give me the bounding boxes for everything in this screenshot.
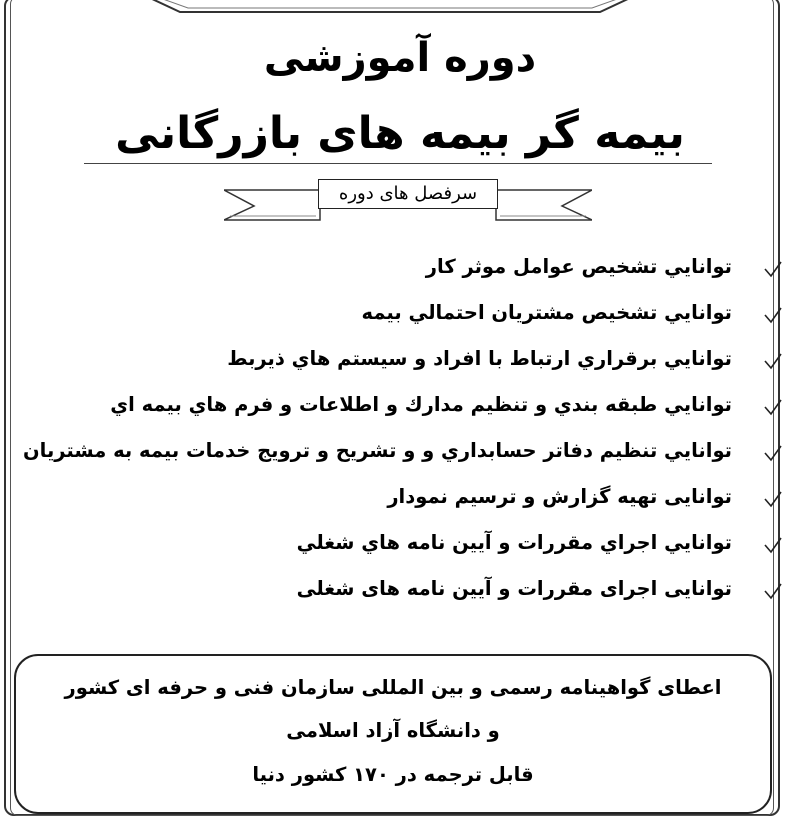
list-item-text: توانایی تهیه گزارش و ترسیم نمودار	[387, 485, 732, 508]
certificate-line: قابل ترجمه در ۱۷۰ کشور دنیا	[252, 763, 534, 786]
check-icon	[762, 350, 784, 372]
list-item	[30, 522, 790, 568]
list-item-text: توانايي اجراي مقررات و آيين نامه هاي شغلي	[296, 531, 732, 554]
check-icon	[762, 258, 784, 280]
list-item	[30, 292, 790, 338]
section-heading: سرفصل های دوره	[318, 179, 498, 209]
list-item-text: توانايي تشخيص عوامل موثر كار	[425, 255, 732, 278]
title-divider	[84, 163, 712, 164]
list-item	[30, 338, 790, 384]
check-icon	[762, 488, 784, 510]
check-icon	[762, 534, 784, 556]
check-icon	[762, 304, 784, 326]
list-item-text: توانايي برقراري ارتباط با افراد و سيستم هاي ذيربط	[227, 347, 732, 370]
list-item	[30, 568, 790, 614]
list-item-text: توانايي تنظيم دفاتر حسابداري و و تشريح و ترويج خدمات بيمه به مشتريان	[23, 439, 732, 462]
course-topics-list	[23, 246, 790, 614]
list-item-text: توانايي طبقه بندي و تنظيم مدارك و اطلاعات و فرم هاي بيمه اي	[110, 393, 732, 416]
list-item	[30, 384, 790, 430]
certificate-line: اعطای گواهینامه رسمی و بین المللی سازمان فنی و حرفه ای کشور	[64, 676, 722, 699]
list-item-text: توانایی اجرای مقررات و آیین نامه های شغلی	[296, 577, 732, 600]
list-item	[30, 246, 790, 292]
check-icon	[762, 396, 784, 418]
course-title: دوره آموزشی	[263, 35, 537, 81]
list-item	[30, 476, 790, 522]
check-icon	[762, 580, 784, 602]
top-ribbon-icon	[140, 0, 640, 14]
certificate-line: و دانشگاه آزاد اسلامی	[286, 719, 500, 742]
course-subtitle: بیمه گر بیمه های بازرگانی	[115, 108, 685, 159]
list-item	[23, 430, 790, 476]
list-item-text: توانايي تشخيص مشتريان احتمالي بيمه	[361, 301, 732, 324]
check-icon	[762, 442, 784, 464]
